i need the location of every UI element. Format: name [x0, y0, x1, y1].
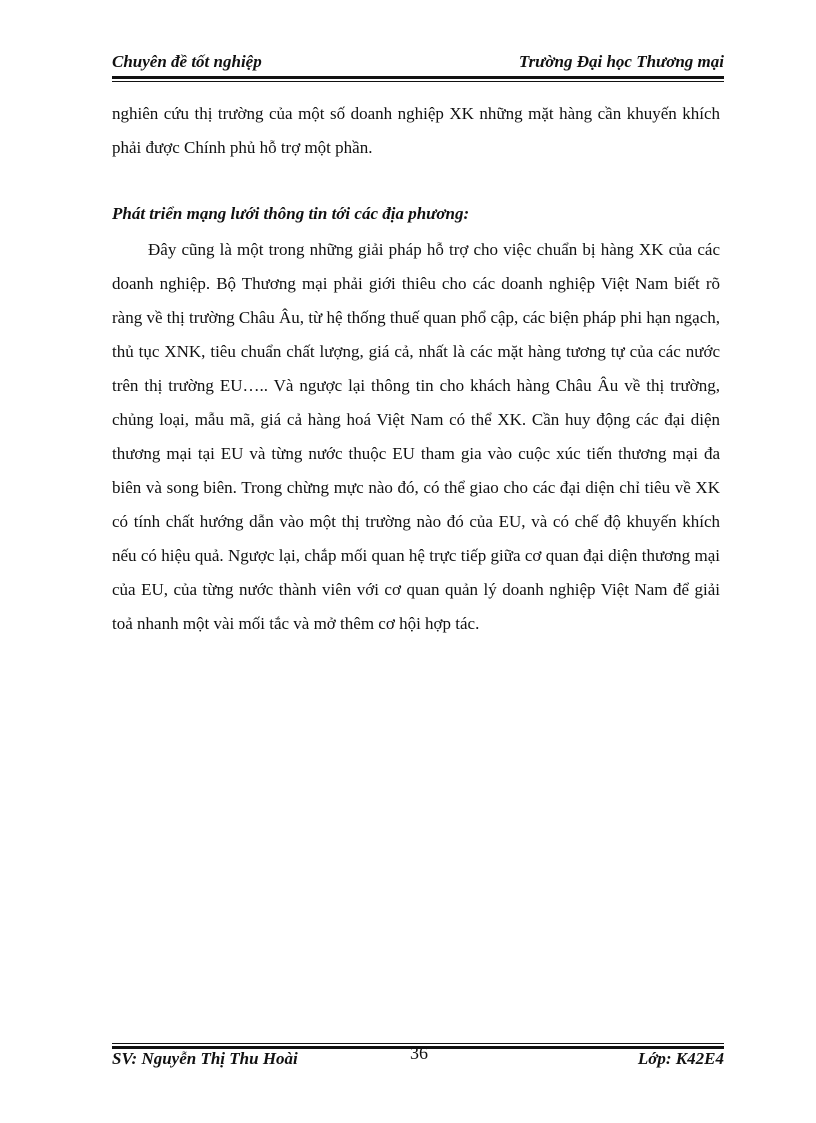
header-rule-thin [112, 81, 724, 82]
page-footer [112, 1043, 724, 1075]
footer-class: Lớp: K42E4 [637, 1049, 724, 1068]
page-header [112, 50, 724, 76]
paragraph-main: Đây cũng là một trong những giải pháp hỗ trợ cho việc chuẩn bị hàng XK của các doanh nghiệp. Bộ Thương mại phải giới thiêu cho các doanh nghiệp Việt Nam biết rõ ràng về thị trường Châu Âu, từ hệ thống thuế quan phổ cập, các biện pháp phi hạn ngạch, thủ tục XNK, tiêu chuẩn chất lượng, giá cả, nhất là các mặt hàng tương tự của các nước trên thị trường EU….. Và ngược lại thông tin cho khách hàng Châu Âu về thị trường, chủng loại, mẫu mã, giá cả hàng hoá Việt Nam có thể XK. Cần huy động các đại diện thương mại tại EU và từng nước thuộc EU tham gia vào cuộc xúc tiến thương mại đa biên và song biên. Trong chừng mực nào đó, có thể giao cho các đại diện chỉ tiêu về XK có tính chất hướng dẫn vào một thị trường nào đó của EU, và có chế độ khuyến khích nếu có hiệu quả. Ngược lại, chắp mối quan hệ trực tiếp giữa cơ quan đại diện thương mại của EU, của từng nước thành viên với cơ quan quản lý doanh nghiệp Việt Nam để giải toả nhanh một vài mối tắc và mở thêm cơ hội hợp tác. [112, 240, 720, 633]
paragraph-continued: nghiên cứu thị trường của một số doanh nghiệp XK những mặt hàng cần khuyến khích phải được Chính phủ hỗ trợ một phần. [112, 104, 720, 157]
footer-student-name: SV: Nguyễn Thị Thu Hoài [112, 1049, 298, 1068]
header-rule-thick [112, 76, 724, 79]
section-heading: Phát triển mạng lưới thông tin tới các địa phương: [112, 204, 470, 223]
header-document-type: Chuyên đề tốt nghiệp [112, 52, 262, 71]
page-number: 36 [410, 1043, 428, 1063]
header-university: Trường Đại học Thương mại [518, 52, 724, 71]
